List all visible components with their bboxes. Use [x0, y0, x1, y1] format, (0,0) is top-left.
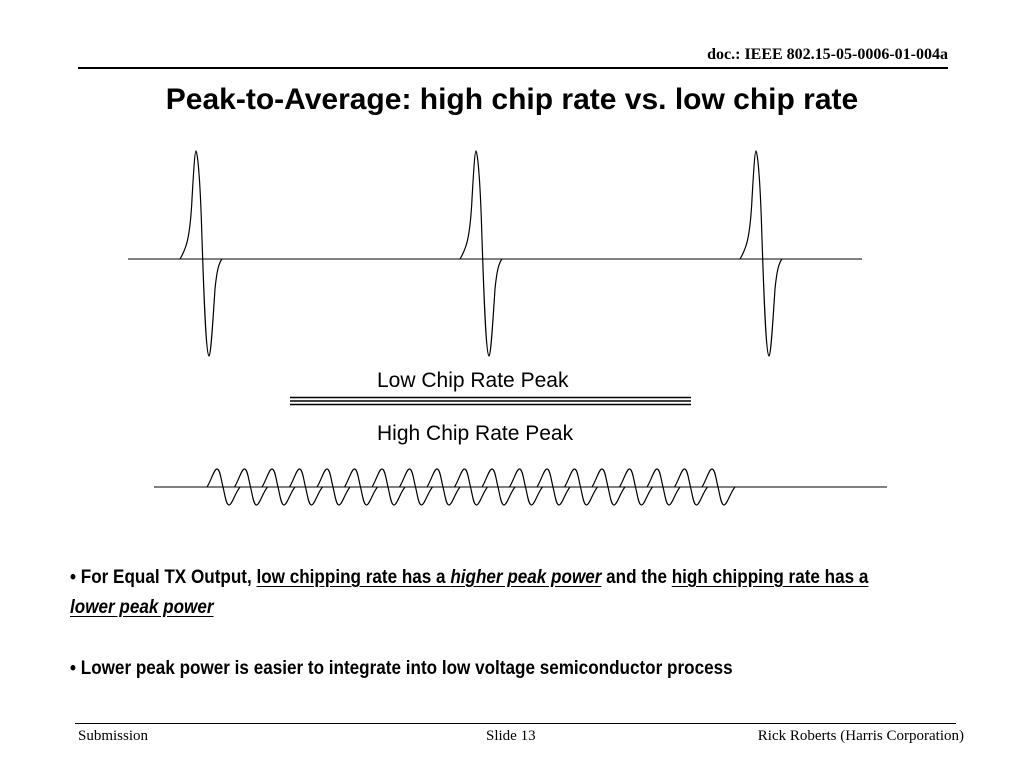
- bullet-marker: •: [70, 567, 81, 588]
- bullet-marker: •: [70, 658, 81, 679]
- low-rate-pulse: [180, 151, 222, 356]
- bullet-1-intro: For Equal TX Output,: [80, 567, 257, 588]
- low-rate-pulse: [460, 151, 502, 356]
- low-rate-pulse: [740, 151, 782, 356]
- doc-id: doc.: IEEE 802.15-05-0006-01-004a: [707, 46, 948, 63]
- slide-title: Peak-to-Average: high chip rate vs. low chip rate: [165, 83, 859, 116]
- low-chip-rate-label: Low Chip Rate Peak: [377, 369, 569, 392]
- bullet-2-text: Lower peak power is easier to integrate into low voltage semiconductor process: [80, 658, 733, 679]
- low-rate-pulses: [180, 151, 782, 356]
- footer-submission: Submission: [78, 728, 149, 744]
- bullet-list: [70, 563, 871, 684]
- bullet-1-connector: and the: [601, 567, 672, 588]
- bullet-2: [70, 654, 871, 684]
- high-chip-rate-label: High Chip Rate Peak: [377, 422, 574, 445]
- bullet-1-low-rate-text: low chipping rate has a: [256, 567, 451, 588]
- footer-author: Rick Roberts (Harris Corporation): [757, 728, 964, 744]
- bullet-1: [70, 563, 871, 623]
- bullet-1-lower-peak: lower peak power: [70, 597, 214, 618]
- bullet-1-high-rate-text: high chipping rate has a: [671, 567, 869, 588]
- separator-double-line: [290, 398, 691, 405]
- footer-slide-number: Slide 13: [486, 728, 536, 744]
- footer-rule: [75, 723, 956, 724]
- bullet-1-higher-peak: higher peak power: [450, 567, 602, 588]
